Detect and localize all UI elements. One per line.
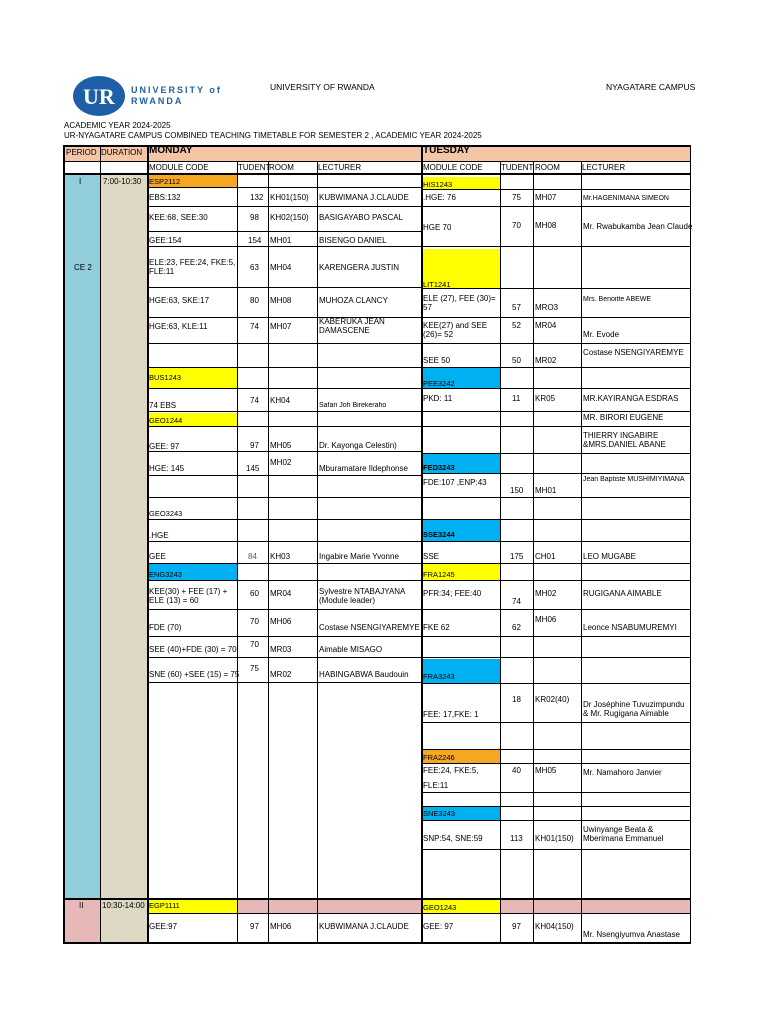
grid-line: [63, 173, 691, 175]
grid-line: [421, 246, 691, 247]
module-students: .HGE: [149, 531, 169, 540]
period2-label: II: [79, 901, 84, 910]
module-students: HGE:63, SKE:17: [149, 296, 210, 305]
room: KH02(150): [270, 213, 309, 222]
student-count: 97: [512, 922, 521, 931]
grid-line: [421, 849, 691, 850]
module-students: KEE:68, SEE:30: [149, 213, 208, 222]
student-count: 74: [250, 322, 259, 331]
grid-line: [147, 475, 421, 476]
module-students: GEE:97: [149, 922, 178, 931]
grid-line: [147, 609, 421, 610]
lecturer: Mrs. Benoitte ABEWE: [583, 296, 652, 303]
grid-line: [63, 942, 691, 944]
module-code: GEO3243: [149, 509, 183, 518]
module-code: PEE3242: [423, 379, 455, 388]
student-count: 75: [512, 193, 521, 202]
module-students: FLE:11: [423, 781, 449, 790]
grid-line: [147, 246, 421, 247]
grid-line: [500, 161, 501, 944]
grid-line: [421, 657, 691, 658]
grid-line: [421, 411, 691, 412]
lecturer: MR.KAYIRANGA ESDRAS: [583, 394, 679, 403]
monday-header: MONDAY: [149, 145, 193, 156]
room: MH07: [535, 193, 557, 202]
grid-line: [63, 161, 691, 162]
module-code: GEO1243: [423, 903, 457, 912]
room: MR02: [270, 670, 292, 679]
grid-line: [147, 563, 421, 564]
room: MH04: [270, 263, 292, 272]
room: MH08: [535, 221, 557, 230]
lecturer: KUBWIMANA J.CLAUDE: [319, 922, 409, 931]
grid-line: [421, 317, 691, 318]
tue-col-student: TUDENT: [501, 163, 534, 172]
student-count: 62: [512, 623, 521, 632]
grid-line: [63, 145, 65, 944]
lecturer: KABERUKA JEAN DAMASCENE: [319, 317, 385, 335]
lecturer: Dr. Kayonga Celestin): [319, 441, 397, 450]
student-count: 97: [250, 922, 259, 931]
room: KR02(40): [535, 695, 570, 704]
grid-line: [421, 426, 691, 427]
room: CH01: [535, 552, 556, 561]
duration1-cell: [100, 174, 147, 899]
grid-line: [147, 580, 421, 581]
module-students: SEE 50: [423, 356, 451, 365]
lecturer: LEO MUGABE: [583, 552, 636, 561]
room: MH06: [270, 617, 292, 626]
grid-line: [421, 145, 423, 944]
grid-line: [421, 563, 691, 564]
student-count: 75: [250, 664, 259, 673]
module-students: FDE (70): [149, 623, 182, 632]
room: KH03: [270, 552, 291, 561]
lecturer: MUHOZA CLANCY: [319, 296, 388, 305]
module-students: FKE 62: [423, 623, 450, 632]
lecturer: Mr. Nsengiyumva Anastase: [583, 930, 680, 939]
room: MH01: [535, 486, 557, 495]
grid-line: [421, 519, 691, 520]
logo-text-sub: RWANDA: [131, 96, 184, 106]
lecturer: Mr.HAGENIMANA SIMEON: [583, 195, 669, 202]
tue-col-module: MODULE CODE: [423, 163, 483, 172]
student-count: 40: [512, 766, 521, 775]
module-students: HGE: 145: [149, 464, 185, 473]
room: KH01(150): [270, 193, 309, 202]
student-count: 80: [250, 296, 259, 305]
module-code: SNE3243: [423, 809, 456, 818]
grid-line: [268, 161, 269, 944]
room: MH02: [535, 589, 557, 598]
module-students: .HGE: 76: [423, 193, 456, 202]
module-code: GEO1244: [149, 416, 183, 425]
module-students: PKD: 11: [423, 394, 453, 403]
mon-col-lecturer: LECTURER: [318, 163, 362, 172]
period1-label: I: [79, 177, 82, 186]
student-count: 57: [512, 303, 521, 312]
room: MR02: [535, 356, 557, 365]
student-count: 74: [250, 396, 259, 405]
room: MR04: [535, 321, 557, 330]
room: MH06: [535, 615, 557, 624]
tuesday-header: TUESDAY: [423, 145, 470, 156]
grid-line: [147, 426, 421, 427]
student-count: 98: [250, 213, 259, 222]
room: MH05: [535, 766, 557, 775]
student-count: 50: [512, 356, 521, 365]
student-count: 74: [512, 597, 521, 606]
lecturer: Jean Baptiste MUSHIMIYIMANA: [583, 476, 685, 483]
lecturer: Leonce NSABUMUREMYI: [583, 623, 677, 632]
room: KH04(150): [535, 922, 574, 931]
module-students: ELE (27), FEE (30)= 57: [423, 294, 496, 312]
grid-line: [147, 682, 421, 683]
grid-line: [147, 497, 421, 498]
lecturer: KARENGERA JUSTIN: [319, 263, 400, 272]
grid-line: [100, 145, 101, 944]
lecturer: RUGIGANA AIMABLE: [583, 589, 662, 598]
student-count: 11: [512, 394, 521, 403]
room: MH08: [270, 296, 292, 305]
module-students: ELE:23, FEE:24, FKE:5, FLE:11: [149, 258, 236, 276]
module-students: GEE:154: [149, 236, 182, 245]
module-students: FEE: 17,FKE: 1: [423, 710, 479, 719]
student-count: 84: [248, 552, 257, 561]
student-count: 18: [512, 695, 521, 704]
grid-line: [147, 231, 421, 232]
grid-line: [421, 636, 691, 637]
grid-line: [147, 206, 421, 207]
logo-text-main: UNIVERSITY of: [131, 85, 222, 95]
grid-line: [147, 411, 421, 412]
room: MR03: [270, 645, 292, 654]
university-name: UNIVERSITY OF RWANDA: [270, 82, 375, 92]
grid-line: [147, 343, 421, 344]
grid-line: [421, 609, 691, 610]
room: MH01: [270, 236, 292, 245]
module-code: FED3243: [423, 463, 455, 472]
module-code: ENG3243: [149, 570, 182, 579]
module-students: SSE: [423, 552, 440, 561]
lecturer: Mburamatare Ildephonse: [319, 464, 408, 473]
student-count: 70: [512, 221, 521, 230]
timetable-title: UR-NYAGATARE CAMPUS COMBINED TEACHING TIMETABLE FOR SEMESTER 2 , ACADEMIC YEAR 2024-2025: [64, 131, 482, 140]
module-code: FRA3243: [423, 672, 455, 681]
module-code: ESP2112: [149, 177, 181, 186]
lecturer: Uwinyange Beata & Mberimana Emmanuel: [583, 825, 664, 843]
period1-duration: 7:00-10:30: [103, 177, 142, 186]
campus-name: NYAGATARE CAMPUS: [606, 82, 696, 92]
grid-line: [421, 749, 691, 750]
grid-line: [421, 792, 691, 793]
duration-header: DURATION: [101, 148, 143, 157]
student-count: 150: [510, 486, 524, 495]
grid-line: [690, 145, 691, 944]
grid-line: [147, 636, 421, 637]
grid-line: [421, 473, 691, 474]
module-students: KEE(30) + FEE (17) + ELE (13) = 60: [149, 587, 228, 605]
grid-line: [147, 657, 421, 658]
tue-col-room: ROOM: [535, 163, 560, 172]
grid-line: [421, 288, 691, 289]
grid-line: [147, 541, 421, 542]
lecturer: MR. BIRORI EUGENE: [583, 413, 664, 422]
grid-line: [421, 497, 691, 498]
lecturer: HABINGABWA Baudouin: [319, 670, 409, 679]
module-students: GEE: 97: [423, 922, 454, 931]
lecturer: BISENGO DANIEL: [319, 236, 387, 245]
grid-line: [533, 161, 534, 944]
module-students: KEE(27) and SEE (26)= 52: [423, 321, 488, 339]
module-code: LIT1241: [423, 280, 451, 289]
university-logo: [73, 73, 233, 119]
student-count: 52: [512, 321, 521, 330]
student-count: 175: [510, 552, 524, 561]
period2-duration: 10:30-14:00: [102, 901, 145, 910]
grid-line: [421, 367, 691, 368]
lecturer: Safari Joh Birekeraho: [319, 402, 387, 409]
grid-line: [237, 161, 238, 944]
lecturer: KUBWIMANA J.CLAUDE: [319, 193, 409, 202]
grid-line: [63, 898, 691, 900]
room: MRO3: [535, 303, 559, 312]
module-students: HGE:63, KLE:11: [149, 322, 208, 331]
lecturer: Costase NSENGIYAREMYE: [319, 623, 420, 632]
student-count: 154: [248, 236, 262, 245]
module-code: FRA2246: [423, 753, 455, 762]
lecturer: Ingabire Marie Yvonne: [319, 552, 399, 561]
lecturer: Aimable MISAGO: [319, 645, 383, 654]
grid-line: [147, 519, 421, 520]
module-students: SEE (40)+FDE (30) = 70: [149, 645, 237, 654]
room: MH07: [270, 322, 292, 331]
grid-line: [421, 343, 691, 344]
grid-line: [147, 451, 421, 452]
grid-line: [421, 541, 691, 542]
room: MH05: [270, 441, 292, 450]
room: KH01(150): [535, 834, 574, 843]
svg-text:UR: UR: [83, 84, 115, 109]
grid-line: [421, 806, 691, 807]
module-students: 74 EBS: [149, 401, 177, 410]
mon-col-module: MODULE CODE: [149, 163, 209, 172]
grid-line: [421, 722, 691, 723]
academic-year: ACADEMIC YEAR 2024-2025: [64, 121, 171, 130]
grid-line: [147, 187, 421, 188]
grid-line: [421, 913, 691, 914]
grid-line: [421, 453, 691, 454]
module-code: EGP1111: [149, 901, 180, 910]
lecturer: Mr. Namahoro Janvier: [583, 768, 662, 777]
grid-line: [421, 763, 691, 764]
lecturer: THIERRY INGABIRE &MRS.DANIEL ABANE: [583, 431, 666, 449]
module-students: SNP:54, SNE:59: [423, 834, 483, 843]
grid-line: [421, 683, 691, 684]
group-label: CE 2: [74, 263, 92, 272]
module-students: FDE:107 ,ENP:43: [423, 478, 487, 487]
room: MR04: [270, 589, 292, 598]
module-students: GEE: [149, 552, 166, 561]
grid-line: [421, 189, 691, 190]
mon-col-room: ROOM: [269, 163, 294, 172]
student-count: 70: [250, 640, 259, 649]
room: MH02: [270, 458, 292, 467]
room: MH06: [270, 922, 292, 931]
grid-line: [147, 388, 421, 389]
mon-col-student: TUDENT: [238, 163, 271, 172]
lecturer: BASIGAYABO PASCAL: [319, 213, 404, 222]
grid-line: [147, 913, 421, 914]
grid-line: [421, 206, 691, 207]
module-students: FEE:24, FKE:5,: [423, 766, 479, 775]
period1-cell: [64, 174, 100, 899]
student-count: 97: [250, 441, 259, 450]
room: KR05: [535, 394, 556, 403]
lecturer: Mr. Evode: [583, 330, 620, 339]
student-count: 145: [246, 464, 260, 473]
lecturer: Sylvestre NTABAJYANA (Module leader): [319, 587, 405, 605]
student-count: 60: [250, 589, 259, 598]
module-code: SSE3244: [423, 530, 455, 539]
grid-line: [421, 580, 691, 581]
student-count: 63: [250, 263, 259, 272]
module-code: FRA1245: [423, 570, 455, 579]
module-students: EBS:132: [149, 193, 181, 202]
module-students: HGE 70: [423, 223, 452, 232]
period-header: PERIOD: [66, 148, 97, 157]
grid-line: [421, 388, 691, 389]
module-code: HIS1243: [423, 180, 453, 189]
module-students: SNE (60) +SEE (15) = 75: [149, 670, 240, 679]
grid-line: [421, 820, 691, 821]
grid-line: [147, 287, 421, 288]
student-count: 113: [510, 834, 523, 843]
grid-line: [317, 161, 318, 944]
module-code: BUS1243: [149, 373, 182, 382]
tue-col-lecturer: LECTURER: [582, 163, 626, 172]
lecturer: Dr Joséphine Tuvuzimpundu & Mr. Rugigana Aimable: [583, 700, 685, 718]
lecturer: Mr. Rwabukamba Jean Claude: [583, 222, 693, 231]
module-students: PFR:34; FEE:40: [423, 589, 482, 598]
student-count: 132: [250, 193, 264, 202]
lecturer: Costase NSENGIYAREMYE: [583, 348, 684, 357]
room: KH04: [270, 396, 291, 405]
grid-line: [147, 367, 421, 368]
student-count: 70: [250, 617, 259, 626]
module-students: GEE: 97: [149, 442, 180, 451]
grid-line: [581, 161, 582, 944]
